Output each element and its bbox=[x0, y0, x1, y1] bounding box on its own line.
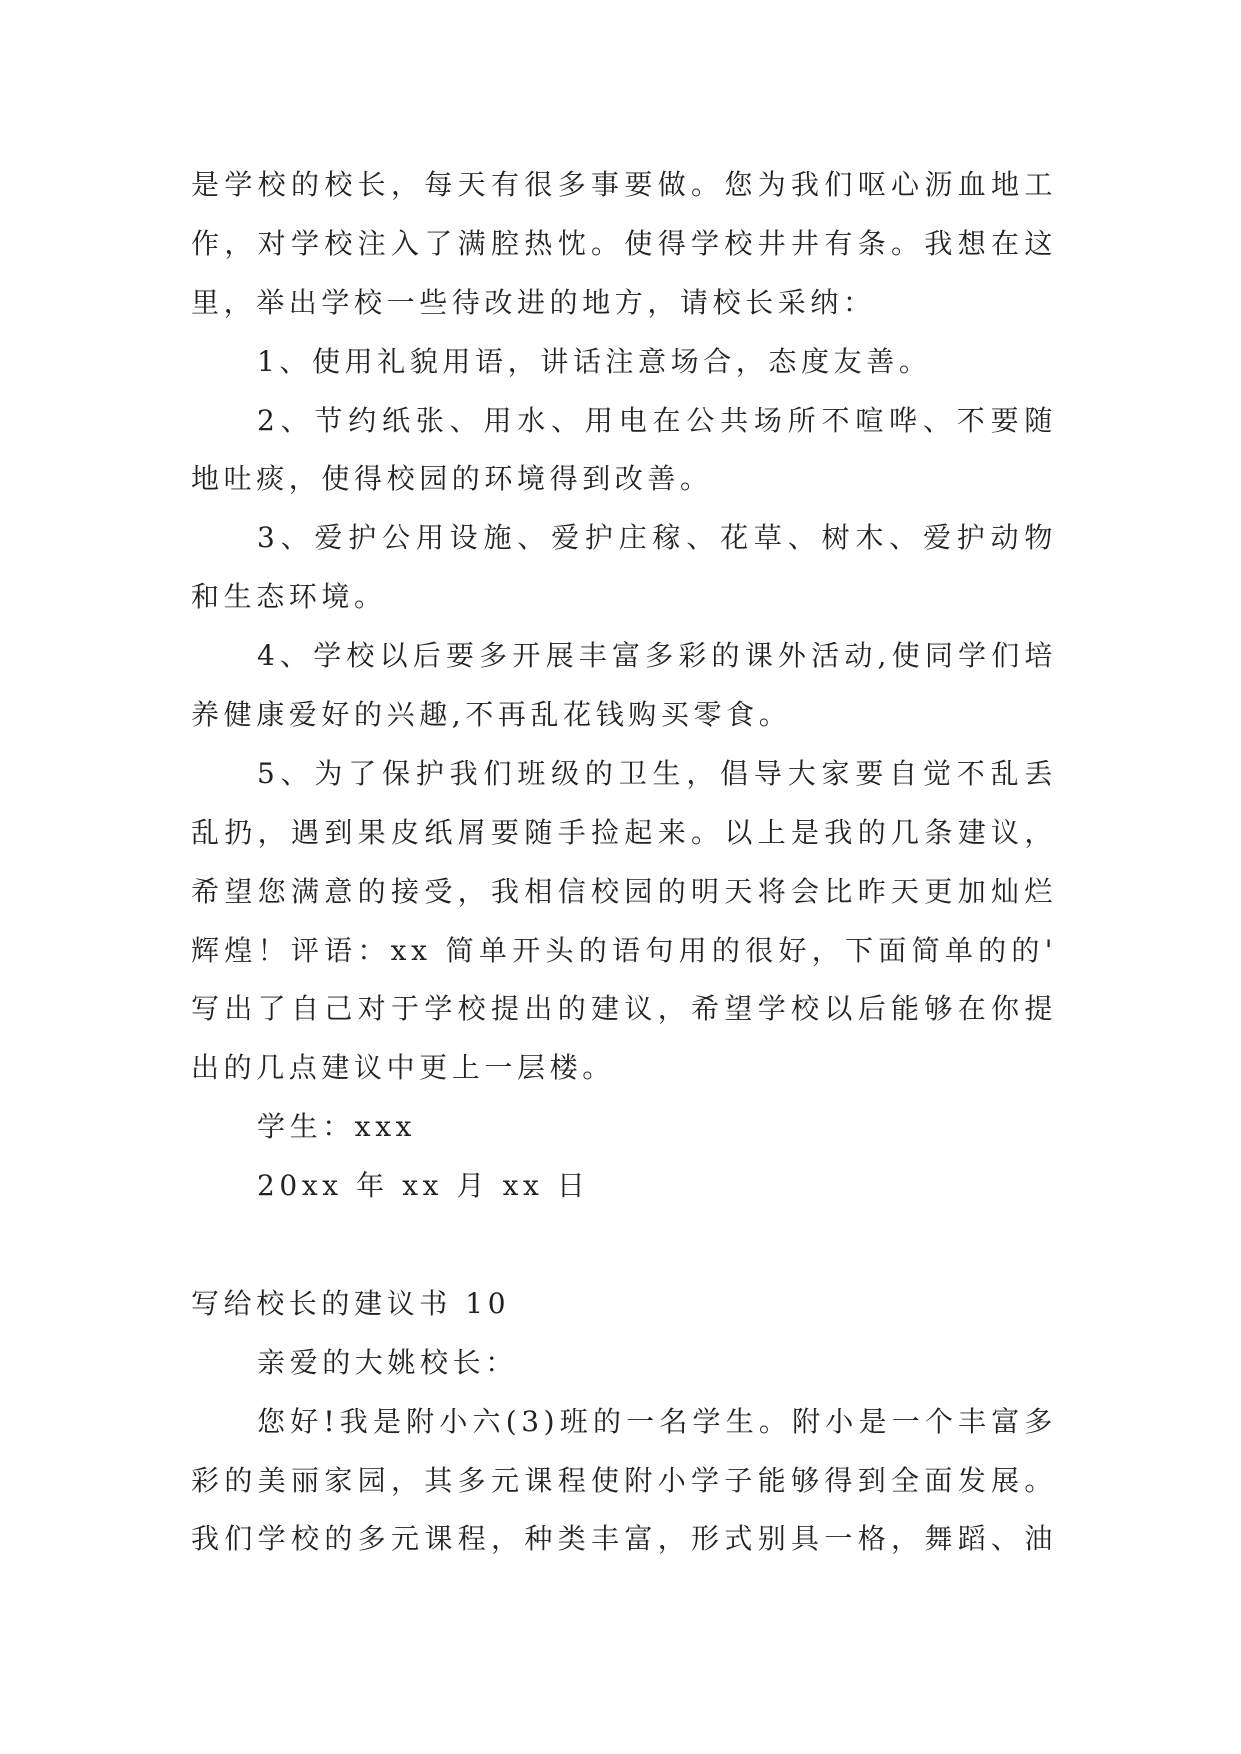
body-line: 出的几点建议中更上一层楼。 bbox=[191, 1051, 615, 1085]
document-body bbox=[191, 156, 1057, 1569]
paragraph bbox=[191, 333, 1057, 392]
salutation: 亲爱的大姚校长： bbox=[257, 1345, 518, 1379]
body-line: 乱扔，遇到果皮纸屑要随手捡起来。以上是我的几条建议， bbox=[191, 815, 1057, 849]
signature: 学生：xxx bbox=[257, 1110, 416, 1144]
paragraph bbox=[191, 509, 1057, 627]
paragraph bbox=[191, 627, 1057, 745]
paragraph bbox=[191, 745, 1057, 1098]
section-title: 写给校长的建议书 10 bbox=[191, 1286, 511, 1320]
body-line: 彩的美丽家园，其多元课程使附小学子能够得到全面发展。 bbox=[191, 1463, 1057, 1497]
section-spacer bbox=[191, 1216, 1057, 1275]
body-line: 我们学校的多元课程，种类丰富，形式别具一格，舞蹈、油 bbox=[191, 1522, 1057, 1556]
body-line: 希望您满意的接受，我相信校园的明天将会比昨天更加灿烂 bbox=[191, 874, 1057, 908]
body-line: 1、使用礼貌用语，讲话注意场合，态度友善。 bbox=[257, 344, 932, 378]
body-line: 是学校的校长，每天有很多事要做。您为我们呕心沥血地工 bbox=[191, 168, 1057, 201]
body-line: 2、节约纸张、用水、用电在公共场所不喧哗、不要随 bbox=[257, 403, 1057, 437]
body-line: 5、为了保护我们班级的卫生，倡导大家要自觉不乱丢 bbox=[257, 756, 1057, 790]
body-line: 4、学校以后要多开展丰富多彩的课外活动,使同学们培 bbox=[257, 639, 1057, 673]
body-line: 写出了自己对于学校提出的建议，希望学校以后能够在你提 bbox=[191, 992, 1057, 1026]
body-line: 和生态环境。 bbox=[191, 580, 387, 614]
paragraph bbox=[191, 156, 1057, 333]
body-line: 3、爱护公用设施、爱护庄稼、花草、树木、爱护动物 bbox=[257, 521, 1057, 555]
body-line: 地吐痰，使得校园的环境得到改善。 bbox=[191, 462, 713, 496]
body-line: 里，举出学校一些待改进的地方，请校长采纳： bbox=[191, 285, 876, 319]
body-line: 辉煌！评语：xx 简单开头的语句用的很好，下面简单的的' bbox=[191, 933, 1057, 967]
date-line: 20xx 年 xx 月 xx 日 bbox=[257, 1169, 590, 1203]
paragraph bbox=[191, 1393, 1057, 1570]
body-line: 您好!我是附小六(3)班的一名学生。附小是一个丰富多 bbox=[257, 1404, 1057, 1438]
body-line: 养健康爱好的兴趣,不再乱花钱购买零食。 bbox=[191, 698, 792, 732]
body-line: 作，对学校注入了满腔热忱。使得学校井井有条。我想在这 bbox=[191, 226, 1057, 260]
paragraph bbox=[191, 392, 1057, 510]
